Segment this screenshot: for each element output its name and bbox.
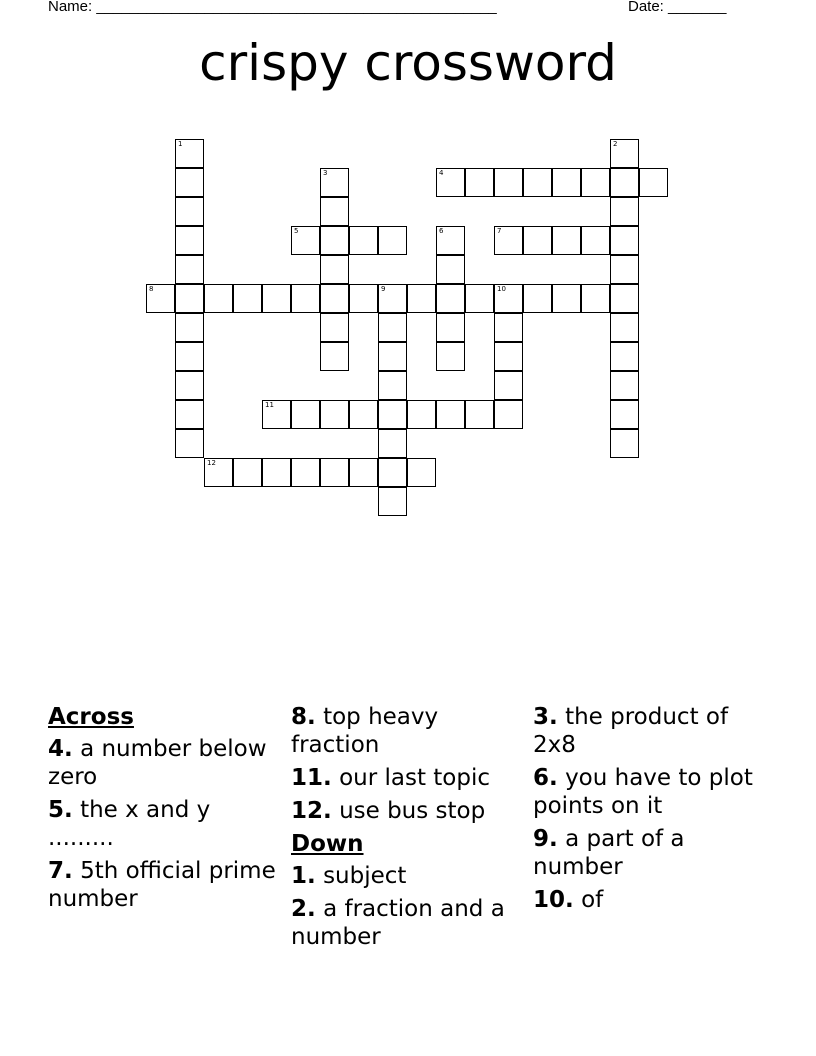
clue-number: 12. — [291, 798, 332, 824]
clue-number: 5. — [48, 797, 73, 823]
clue-down-2 — [291, 895, 526, 951]
cell-number: 8 — [149, 285, 154, 293]
grid-cell[interactable] — [436, 168, 465, 197]
clue-text: use bus stop — [339, 798, 486, 824]
grid-cell[interactable] — [436, 342, 465, 371]
grid-cell[interactable] — [407, 458, 436, 487]
grid-cell[interactable] — [204, 458, 233, 487]
grid-cell[interactable] — [320, 197, 349, 226]
grid-cell[interactable] — [465, 400, 494, 429]
clue-number: 8. — [291, 704, 316, 730]
grid-cell[interactable] — [436, 400, 465, 429]
grid-cell[interactable] — [552, 284, 581, 313]
grid-cell[interactable] — [175, 284, 204, 313]
grid-cell[interactable] — [378, 429, 407, 458]
grid-cell[interactable] — [320, 284, 349, 313]
grid-cell[interactable] — [610, 342, 639, 371]
clues-column-2 — [291, 703, 526, 956]
clues-column-3 — [533, 703, 773, 919]
grid-cell[interactable] — [320, 168, 349, 197]
grid-cell[interactable] — [320, 255, 349, 284]
grid-cell[interactable] — [349, 458, 378, 487]
grid-cell[interactable] — [552, 168, 581, 197]
grid-cell[interactable] — [233, 284, 262, 313]
clues-column-1 — [48, 703, 278, 918]
grid-cell[interactable] — [436, 226, 465, 255]
grid-cell[interactable] — [523, 284, 552, 313]
grid-cell[interactable] — [465, 168, 494, 197]
clue-text: our last topic — [339, 765, 490, 791]
grid-cell[interactable] — [146, 284, 175, 313]
clue-across-5 — [48, 796, 278, 852]
grid-cell[interactable] — [378, 313, 407, 342]
grid-cell[interactable] — [175, 197, 204, 226]
grid-cell[interactable] — [610, 400, 639, 429]
grid-cell[interactable] — [494, 226, 523, 255]
grid-cell[interactable] — [349, 284, 378, 313]
grid-cell[interactable] — [610, 284, 639, 313]
grid-cell[interactable] — [523, 226, 552, 255]
clue-text: a part of a number — [533, 826, 685, 880]
name-field-label[interactable]: Name: ________________________________________________ — [48, 0, 497, 15]
clue-down-1 — [291, 862, 526, 890]
cell-number: 3 — [323, 169, 328, 177]
grid-cell[interactable] — [291, 284, 320, 313]
grid-cell[interactable] — [175, 255, 204, 284]
page-title: crispy crossword — [199, 34, 617, 92]
cell-number: 10 — [497, 285, 506, 293]
grid-cell[interactable] — [378, 371, 407, 400]
cell-number: 5 — [294, 227, 299, 235]
grid-cell[interactable] — [320, 458, 349, 487]
clue-text: the x and y ......... — [48, 797, 211, 851]
cell-number: 4 — [439, 169, 444, 177]
grid-cell[interactable] — [552, 226, 581, 255]
grid-cell[interactable] — [378, 226, 407, 255]
grid-cell[interactable] — [494, 313, 523, 342]
grid-cell[interactable] — [610, 371, 639, 400]
grid-cell[interactable] — [610, 139, 639, 168]
grid-cell[interactable] — [494, 284, 523, 313]
grid-cell[interactable] — [175, 429, 204, 458]
grid-cell[interactable] — [349, 400, 378, 429]
grid-cell[interactable] — [581, 226, 610, 255]
cell-number: 9 — [381, 285, 386, 293]
clue-number: 1. — [291, 863, 316, 889]
grid-cell[interactable] — [175, 168, 204, 197]
grid-cell[interactable] — [262, 400, 291, 429]
grid-cell[interactable] — [175, 371, 204, 400]
grid-cell[interactable] — [465, 284, 494, 313]
down-heading: Down — [291, 831, 364, 857]
clue-number: 4. — [48, 736, 73, 762]
cell-number: 1 — [178, 140, 183, 148]
grid-cell[interactable] — [378, 458, 407, 487]
clue-text: a fraction and a number — [291, 896, 505, 950]
grid-cell[interactable] — [349, 226, 378, 255]
grid-cell[interactable] — [610, 197, 639, 226]
clue-number: 6. — [533, 765, 558, 791]
cell-number: 11 — [265, 401, 274, 409]
clue-down-6 — [533, 764, 773, 820]
clue-text: 5th official prime number — [48, 858, 276, 912]
grid-cell[interactable] — [320, 313, 349, 342]
clue-number: 11. — [291, 765, 332, 791]
clue-text: the product of 2x8 — [533, 704, 729, 758]
grid-cell[interactable] — [610, 226, 639, 255]
grid-cell[interactable] — [610, 429, 639, 458]
cell-number: 6 — [439, 227, 444, 235]
grid-cell[interactable] — [262, 284, 291, 313]
grid-cell[interactable] — [581, 284, 610, 313]
grid-cell[interactable] — [175, 226, 204, 255]
grid-cell[interactable] — [494, 400, 523, 429]
clue-across-8 — [291, 703, 526, 759]
grid-cell[interactable] — [291, 400, 320, 429]
grid-cell[interactable] — [291, 226, 320, 255]
cell-number: 12 — [207, 459, 216, 467]
grid-cell[interactable] — [610, 255, 639, 284]
grid-cell[interactable] — [378, 400, 407, 429]
grid-cell[interactable] — [320, 342, 349, 371]
grid-cell[interactable] — [175, 342, 204, 371]
grid-cell[interactable] — [436, 284, 465, 313]
clue-number: 2. — [291, 896, 316, 922]
grid-cell[interactable] — [233, 458, 262, 487]
clue-number: 9. — [533, 826, 558, 852]
clue-text: subject — [323, 863, 407, 889]
clue-text: a number below zero — [48, 736, 267, 790]
grid-cell[interactable] — [581, 168, 610, 197]
grid-cell[interactable] — [610, 313, 639, 342]
clue-text: of — [581, 887, 604, 913]
grid-cell[interactable] — [494, 168, 523, 197]
cell-number: 2 — [613, 140, 618, 148]
clue-across-12 — [291, 797, 526, 825]
grid-cell[interactable] — [175, 139, 204, 168]
clue-number: 7. — [48, 858, 73, 884]
grid-cell[interactable] — [639, 168, 668, 197]
clue-number: 10. — [533, 887, 574, 913]
clue-text: you have to plot points on it — [533, 765, 753, 819]
clue-across-7 — [48, 857, 278, 913]
grid-cell[interactable] — [407, 400, 436, 429]
grid-cell[interactable] — [320, 226, 349, 255]
grid-cell[interactable] — [407, 284, 436, 313]
grid-cell[interactable] — [523, 168, 552, 197]
clue-down-9 — [533, 825, 773, 881]
grid-cell[interactable] — [378, 342, 407, 371]
grid-cell[interactable] — [291, 458, 320, 487]
grid-cell[interactable] — [175, 400, 204, 429]
grid-cell[interactable] — [175, 313, 204, 342]
clue-across-4 — [48, 735, 278, 791]
grid-cell[interactable] — [262, 458, 291, 487]
grid-cell[interactable] — [204, 284, 233, 313]
cell-number: 7 — [497, 227, 502, 235]
grid-cell[interactable] — [436, 313, 465, 342]
clue-number: 3. — [533, 704, 558, 730]
clue-text: top heavy fraction — [291, 704, 439, 758]
clue-down-3 — [533, 703, 773, 759]
grid-cell[interactable] — [378, 284, 407, 313]
grid-cell[interactable] — [436, 255, 465, 284]
grid-cell[interactable] — [610, 168, 639, 197]
grid-cell[interactable] — [494, 371, 523, 400]
grid-cell[interactable] — [494, 342, 523, 371]
date-field-label[interactable]: Date: _______ — [628, 0, 727, 15]
clue-across-11 — [291, 764, 526, 792]
grid-cell[interactable] — [320, 400, 349, 429]
grid-cell[interactable] — [378, 487, 407, 516]
clue-down-10 — [533, 886, 773, 914]
across-heading: Across — [48, 704, 134, 730]
